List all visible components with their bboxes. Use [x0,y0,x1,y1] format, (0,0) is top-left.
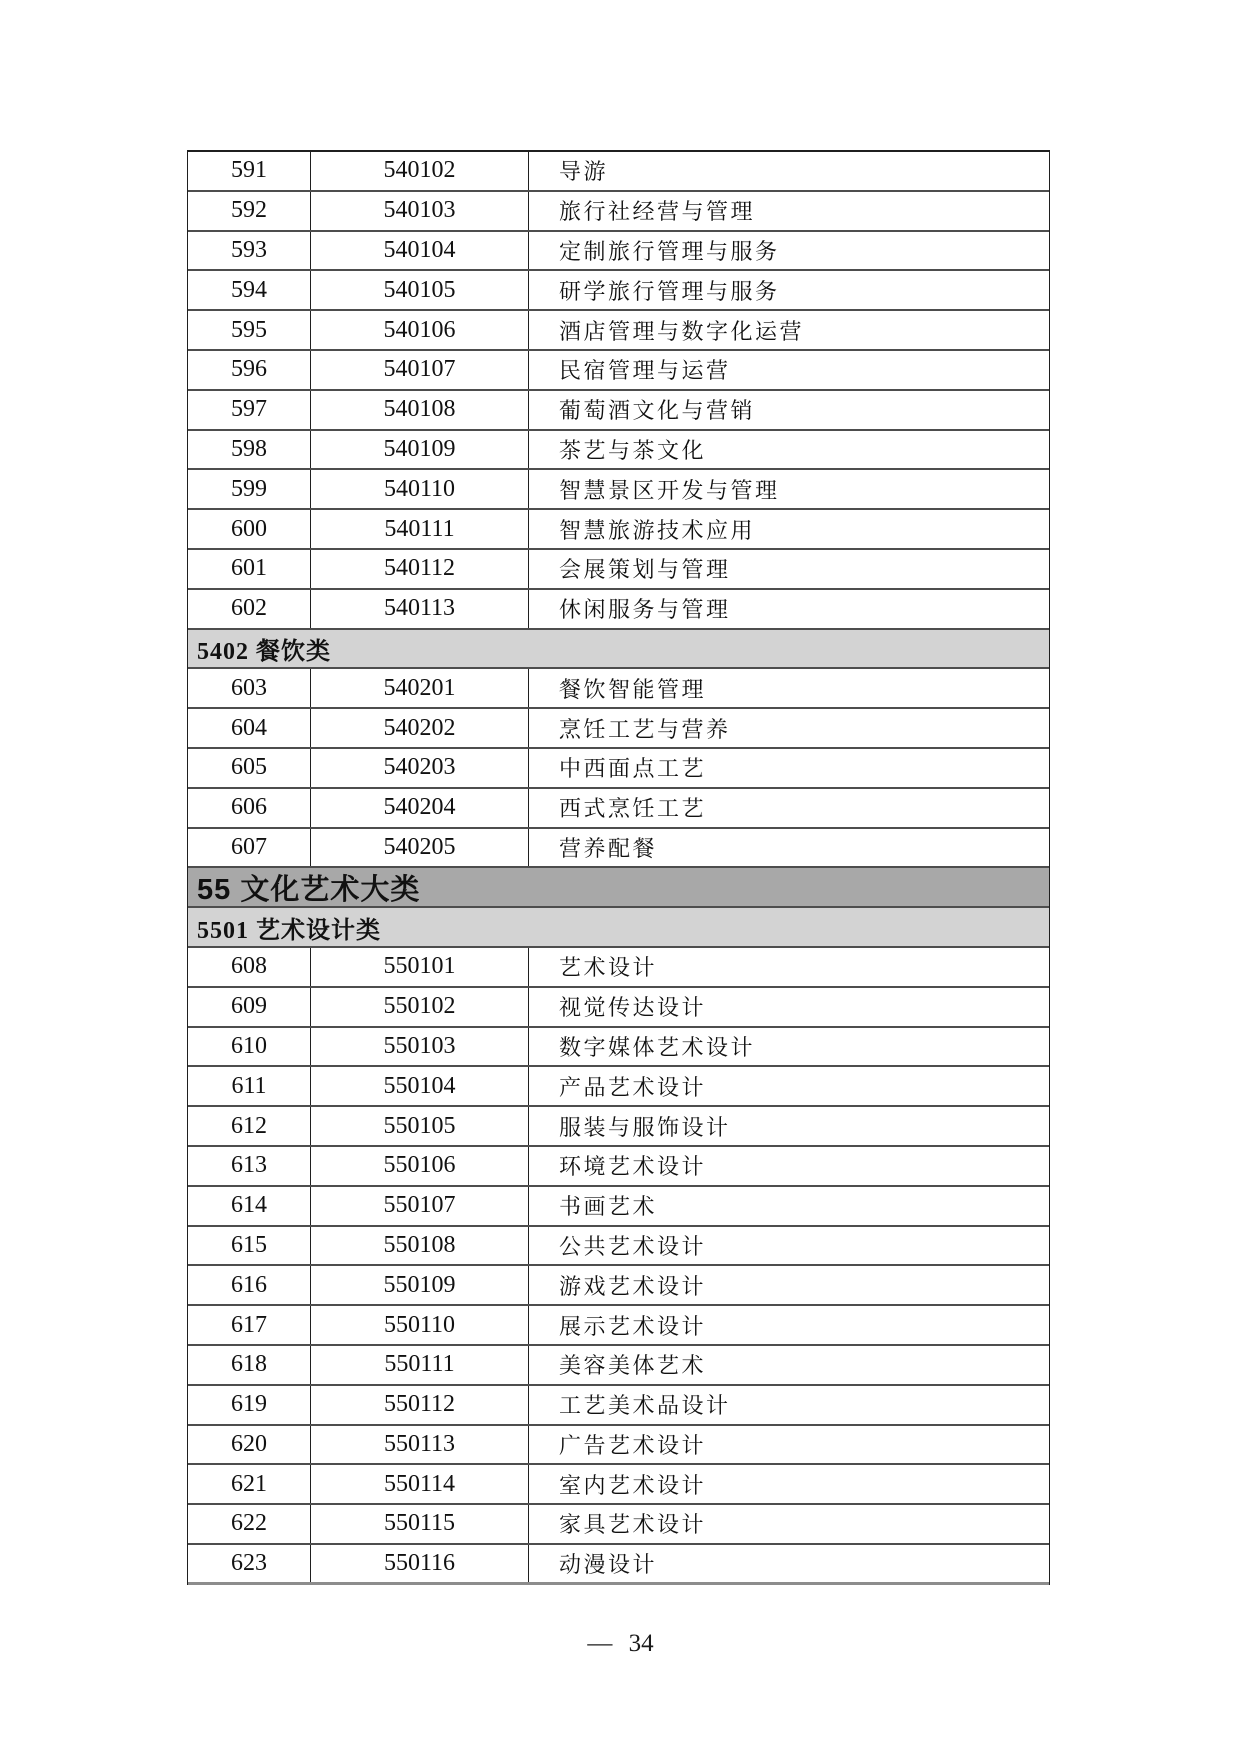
seq-cell: 611 [188,1067,311,1105]
major-name-cell: 导游 [559,159,609,185]
seq-cell: 597 [188,391,311,429]
major-name-cell: 动漫设计 [559,1551,658,1577]
table-row [188,431,1049,471]
seq-cell: 591 [188,152,311,190]
seq-cell: 618 [188,1346,311,1384]
code-cell: 550113 [311,1426,529,1464]
code-cell: 540108 [311,391,529,429]
code-cell: 550111 [311,1346,529,1384]
seq-cell: 604 [188,709,311,747]
seq-cell: 594 [188,271,311,309]
major-name-cell: 餐饮智能管理 [559,676,707,702]
code-cell: 540204 [311,789,529,827]
seq-cell: 609 [188,988,311,1026]
seq-cell: 610 [188,1028,311,1066]
seq-cell: 606 [188,789,311,827]
seq-cell: 598 [188,431,311,469]
code-cell: 540103 [311,192,529,230]
major-name-cell: 工艺美术品设计 [559,1393,731,1419]
table-row [188,550,1049,590]
major-name-cell: 西式烹饪工艺 [559,796,707,822]
code-cell: 550109 [311,1266,529,1304]
seq-cell: 592 [188,192,311,230]
seq-cell: 601 [188,550,311,588]
seq-cell: 596 [188,351,311,389]
table-row [188,391,1049,431]
code-cell: 550116 [311,1545,529,1582]
table-row [188,470,1049,510]
code-cell: 550112 [311,1386,529,1424]
code-cell: 540205 [311,829,529,867]
code-cell: 540112 [311,550,529,588]
major-name-cell: 环境艺术设计 [559,1154,707,1180]
seq-cell: 607 [188,829,311,867]
seq-cell: 600 [188,510,311,548]
code-cell: 550102 [311,988,529,1026]
code-cell: 540202 [311,709,529,747]
code-cell: 550101 [311,948,529,986]
major-name-cell: 艺术设计 [559,955,658,981]
table-row [188,749,1049,789]
table-row [188,192,1049,232]
major-name-cell: 服装与服饰设计 [559,1114,731,1140]
seq-cell: 599 [188,470,311,508]
table-row [188,1386,1049,1426]
seq-cell: 595 [188,311,311,349]
table-row [188,1028,1049,1068]
seq-cell: 614 [188,1187,311,1225]
seq-cell: 593 [188,232,311,270]
code-cell: 540201 [311,669,529,707]
major-name-cell: 展示艺术设计 [559,1313,707,1339]
table-row [188,311,1049,351]
code-cell: 540111 [311,510,529,548]
table-row [188,1545,1049,1585]
major-name-cell: 民宿管理与运营 [559,358,731,384]
seq-cell: 617 [188,1306,311,1344]
seq-cell: 613 [188,1147,311,1185]
major-name-cell: 公共艺术设计 [559,1233,707,1259]
major-name-cell: 烹饪工艺与营养 [559,716,731,742]
code-cell: 540113 [311,590,529,628]
category-header-row: 5501 艺术设计类 [188,908,1049,948]
major-name-cell: 定制旅行管理与服务 [559,238,780,264]
code-cell: 550106 [311,1147,529,1185]
code-cell: 550105 [311,1107,529,1145]
table-row [188,789,1049,829]
code-cell: 540109 [311,431,529,469]
table-row [188,1147,1049,1187]
code-cell: 540106 [311,311,529,349]
table-row [188,1505,1049,1545]
major-name-cell: 营养配餐 [559,835,658,861]
code-cell: 550103 [311,1028,529,1066]
code-cell: 540107 [311,351,529,389]
major-category-header-row: 55 文化艺术大类 [188,868,1049,908]
table-row [188,232,1049,272]
category-header-row: 5402 餐饮类 [188,630,1049,670]
major-name-cell: 会展策划与管理 [559,557,731,583]
table-row [188,590,1049,630]
seq-cell: 621 [188,1465,311,1503]
major-name-cell: 书画艺术 [559,1194,658,1220]
code-cell: 550114 [311,1465,529,1503]
table-row [188,1346,1049,1386]
seq-cell: 623 [188,1545,311,1582]
table-row [188,1107,1049,1147]
table-row [188,1227,1049,1267]
table-row [188,152,1049,192]
seq-cell: 603 [188,669,311,707]
seq-cell: 612 [188,1107,311,1145]
major-name-cell: 家具艺术设计 [559,1512,707,1538]
seq-cell: 616 [188,1266,311,1304]
major-name-cell: 茶艺与茶文化 [559,437,707,463]
major-name-cell: 酒店管理与数字化运营 [559,318,805,344]
code-cell: 550108 [311,1227,529,1265]
table-row [188,829,1049,869]
major-name-cell: 室内艺术设计 [559,1472,707,1498]
major-name-cell: 游戏艺术设计 [559,1273,707,1299]
table-row [188,510,1049,550]
table-row [188,1306,1049,1346]
major-codes-table [187,150,1050,1585]
code-cell: 550104 [311,1067,529,1105]
seq-cell: 602 [188,590,311,628]
code-cell: 540203 [311,749,529,787]
code-cell: 550110 [311,1306,529,1344]
seq-cell: 619 [188,1386,311,1424]
major-name-cell: 智慧景区开发与管理 [559,477,780,503]
major-name-cell: 产品艺术设计 [559,1074,707,1100]
table-row [188,1465,1049,1505]
table-row [188,271,1049,311]
code-cell: 550107 [311,1187,529,1225]
table-row [188,1187,1049,1227]
table-row [188,1266,1049,1306]
table-row [188,1067,1049,1107]
table-row [188,351,1049,391]
table-row [188,709,1049,749]
major-name-cell: 休闲服务与管理 [559,597,731,623]
seq-cell: 608 [188,948,311,986]
code-cell: 540102 [311,152,529,190]
seq-cell: 620 [188,1426,311,1464]
seq-cell: 622 [188,1505,311,1543]
major-name-cell: 旅行社经营与管理 [559,199,756,225]
major-name-cell: 数字媒体艺术设计 [559,1034,756,1060]
table-row [188,948,1049,988]
code-cell: 540105 [311,271,529,309]
table-row [188,669,1049,709]
major-name-cell: 视觉传达设计 [559,995,707,1021]
table-row [188,988,1049,1028]
table-row [188,1426,1049,1466]
seq-cell: 605 [188,749,311,787]
page-number: — 34 [587,1630,654,1657]
major-name-cell: 智慧旅游技术应用 [559,517,756,543]
major-name-cell: 中西面点工艺 [559,756,707,782]
major-name-cell: 研学旅行管理与服务 [559,278,780,304]
seq-cell: 615 [188,1227,311,1265]
major-name-cell: 葡萄酒文化与营销 [559,398,756,424]
code-cell: 540110 [311,470,529,508]
major-name-cell: 美容美体艺术 [559,1353,707,1379]
major-name-cell: 广告艺术设计 [559,1432,707,1458]
code-cell: 550115 [311,1505,529,1543]
code-cell: 540104 [311,232,529,270]
